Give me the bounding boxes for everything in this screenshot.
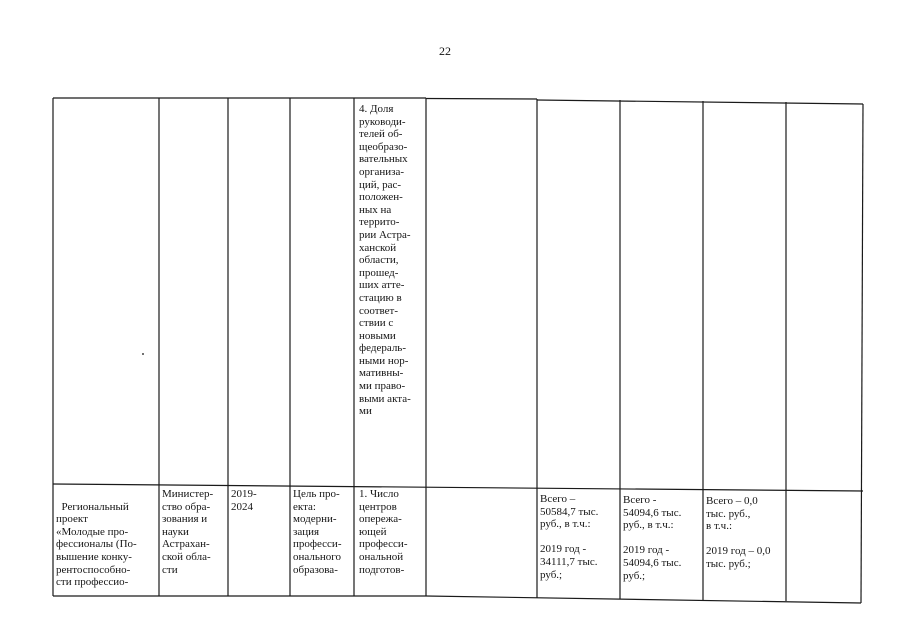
executor-cell: Министер- ство обра- зования и науки Астрахан- ской обла- сти xyxy=(162,488,214,576)
indicator-cell-upper: 4. Доля руководи- телей об- щеобразо- вательных организа- ций, рас- положен- ных на террито- рии Астра- ханской области, прошед- ших атте- стацию в соответ- ствии с новыми федераль- ными нор- мативны- ми право- выми акта- ми xyxy=(359,103,411,418)
funding-cell-2: Всего - 54094,6 тыс. руб., в т.ч.: 2019 год - 54094,6 тыс. руб.; xyxy=(623,494,682,582)
project-name-cell xyxy=(56,488,156,589)
funding-cell-3: Всего – 0,0 тыс. руб., в т.ч.: 2019 год – 0,0 тыс. руб.; xyxy=(706,495,771,570)
goal-cell: Цель про- екта: модерни- зация професси- онального образова- xyxy=(293,488,342,576)
period-cell: 2019- 2024 xyxy=(231,488,257,513)
indicator-cell-lower: 1. Число центров опережа- ющей професси- ональной подготов- xyxy=(359,488,408,576)
funding-cell-1: Всего – 50584,7 тыс. руб., в т.ч.: 2019 год - 34111,7 тыс. руб.; xyxy=(540,493,599,581)
page-number: 22 xyxy=(439,44,451,58)
stray-mark xyxy=(142,353,144,355)
project-name-text: Региональный проект «Молодые про- фессионалы (По- вышение конку- рентоспособно- сти профессио- xyxy=(56,500,137,589)
